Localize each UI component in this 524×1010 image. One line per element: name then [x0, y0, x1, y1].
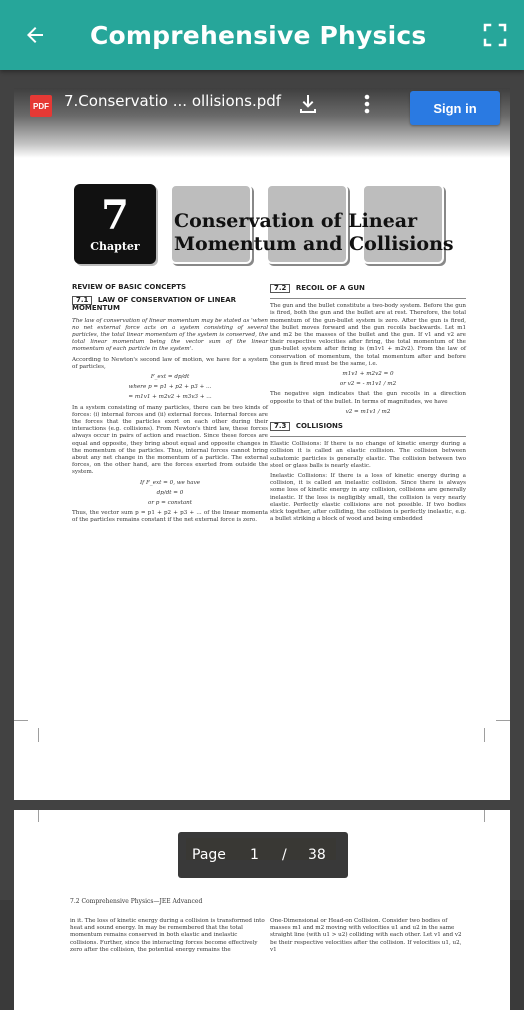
paragraph: According to Newton's second law of motion, we have for a system of particles,: [72, 356, 268, 370]
equation: or p = constant: [147, 500, 193, 507]
equation: If F_ext = 0, we have: [139, 479, 201, 486]
crop-mark: [38, 810, 39, 822]
review-heading: REVIEW OF BASIC CONCEPTS: [72, 283, 187, 291]
pdf-filename: 7.Conservatio ... ollisions.pdf: [64, 92, 282, 110]
fullscreen-button[interactable]: [480, 20, 510, 50]
paragraph: Inelastic Collisions: If there is a loss of kinetic energy during a collision, it is called an inelastic collision. Since there is always some loss of kinetic energy in any collision, collisions are generally inelastic. If the loss is negligibly small, the collision is very nearly elastic. Perfectly elastic collisions are not possible. If two bodies stick together, after colliding, the collision is perfectly inelastic, e.g. a bullet striking a block of wood and being embedded: [270, 473, 466, 523]
chapter-word: Chapter: [90, 239, 140, 253]
chapter-title-line: Conservation of Linear: [174, 210, 418, 232]
app-title: Comprehensive Physics: [90, 20, 427, 50]
section-number: 7.1: [72, 296, 92, 305]
pdf-page-1[interactable]: [14, 88, 510, 800]
sign-in-button[interactable]: Sign in: [410, 91, 500, 125]
equation: or v2 = - m1v1 / m2: [339, 381, 397, 388]
chapter-title-line: Momentum and Collisions: [174, 233, 454, 255]
current-page: 1: [250, 847, 259, 863]
pdf-viewer[interactable]: [0, 70, 524, 953]
equation: m1v1 + m2v2 = 0: [342, 371, 394, 378]
paragraph: The negative sign indicates that the gun recoils in a direction opposite to that of the bullet. In terms of magnitudes, we have: [270, 391, 466, 405]
paragraph: In a system consisting of many particles, there can be two kinds of forces: (i) internal forces and (ii) external forces. Internal forces are the forces that the particles exert on each other during their interactions (e.g. collisions). From Newton's third law, these forces always occur in pairs of action and reaction. Since these forces are equal and opposite, they bring about equal and opposite changes in the momentum of the particles. Thus, internal forces cannot bring about any net change in the momentum of a particle. The external forces, on the other hand, are the forces exerted from outside the system.: [72, 404, 268, 476]
section-number: 7.3: [270, 422, 290, 431]
section-title: RECOIL OF A GUN: [295, 284, 365, 292]
equation: = m1v1 + m2v2 + m3v3 + ...: [128, 394, 212, 401]
back-button[interactable]: [0, 0, 70, 70]
page-column-left: [72, 284, 268, 528]
total-pages: 38: [308, 847, 326, 863]
crop-mark: [484, 810, 485, 822]
arrow-left-icon: [23, 23, 47, 47]
section-title: COLLISIONS: [295, 422, 343, 431]
section-number: 7.2: [270, 284, 290, 293]
page-separator: /: [282, 847, 287, 863]
paragraph: Thus, the vector sum p = p1 + p2 + p3 + ... of the linear momenta of the particles remains constant if the net external force is zero.: [72, 510, 268, 524]
crop-mark: [38, 728, 39, 742]
page-column-right: [270, 284, 466, 526]
equation: v2 = m1v1 / m2: [345, 408, 391, 415]
equation: where p = p1 + p2 + p3 + ...: [128, 384, 212, 391]
page-label: Page: [192, 847, 226, 863]
app-bar: [0, 0, 524, 70]
more-options-button[interactable]: [362, 92, 372, 116]
crop-mark: [496, 720, 510, 721]
equation: dp/dt = 0: [156, 489, 184, 496]
paragraph: The gun and the bullet constitute a two-body system. Before the gun is fired, both the gun and the bullet are at rest. Therefore, the total momentum of the gun-bullet system is zero. After the gun is fired, the bullet moves forward and the gun recoils backwards. Let m1 and m2 be the masses of the bullet and the gun. If v1 and v2 are their respective velocities after firing, the total momentum of the gun-bullet system after firing is (m1v1 + m2v2). From the law of conservation of momentum, the total momentum after and before the gun is fired must be the same, i.e.: [270, 303, 466, 367]
section-title: LAW OF CONSERVATION OF LINEAR MOMENTUM: [72, 296, 237, 313]
fullscreen-icon: [480, 20, 510, 50]
pdf-file-icon: PDF: [30, 95, 52, 117]
more-vertical-icon: [362, 92, 372, 116]
divider: [270, 298, 466, 299]
chapter-badge: [74, 184, 156, 264]
page-column-left: in it. The loss of kinetic energy during a collision is transformed into heat and sound energy. In may be remembered that the total momentum remains conserved in both elastic and inelastic collisions. Further, since the interacting forces become effectively zero after the collision, the potential energy remains the: [70, 918, 265, 953]
divider: [270, 436, 466, 437]
page-column-right: One-Dimensional or Head-on Collision. Consider two bodies of masses m1 and m2 moving with velocities u1 and u2 in the same straight line (with u1 > u2) colliding with each other. Let v1 and v2 be their respective velocities after the collision. If velocities u1, u2, v1: [270, 918, 462, 953]
section-heading: [270, 284, 466, 293]
download-icon: [296, 92, 320, 116]
pdf-toolbar: [14, 88, 510, 158]
crop-mark: [14, 720, 28, 721]
download-button[interactable]: [296, 92, 320, 116]
chapter-title: [174, 210, 454, 256]
chapter-number: 7: [101, 191, 129, 239]
page-indicator: [178, 832, 348, 878]
crop-mark: [484, 728, 485, 742]
paragraph: Elastic Collisions: If there is no change of kinetic energy during a collision it is called an elastic collision. The collision between subatomic particles is generally elastic. The collision between two steel or glass balls is nearly elastic.: [270, 441, 466, 469]
paragraph: The law of conservation of linear momentum may be stated as 'when no net external force acts on a system consisting of several particles, the total linear momentum of the system is conserved, the total linear momentum being the vector sum of the linear momentum of each particle in the system'.: [72, 317, 268, 353]
equation: F_ext = dp/dt: [150, 374, 190, 381]
section-heading: [72, 296, 268, 312]
page-header: 7.2 Comprehensive Physics—JEE Advanced: [70, 898, 203, 905]
section-heading: [270, 422, 466, 431]
